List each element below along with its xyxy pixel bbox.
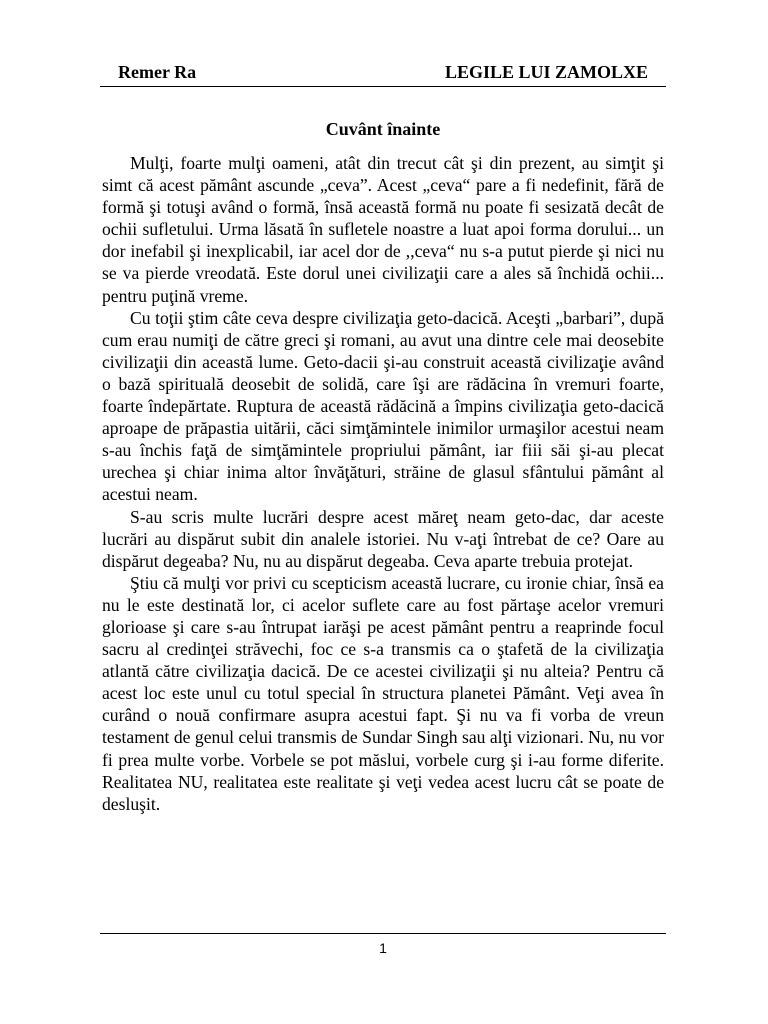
paragraph: Ştiu că mulţi vor privi cu scepticism această lucrare, cu ironie chiar, însă ea nu le este destinată lor, ci acelor suflete care au fost părtaşe acelor vremuri glorioase şi care s-au întrupat iarăşi pe acest pământ pentru a reaprinde focul sacru al credinţei străvechi, foc ce s-a transmis ca o ştafetă de la civilizaţia atlantă către civilizaţia dacică. De ce acestei civilizaţii şi nu alteia? Pentru că acest loc este unul cu totul special în structura planetei Pământ. Veţi avea în curând o nouă confirmare asupra acestui fapt. Şi nu va fi vorba de vreun testament de genul celui transmis de Sundar Singh sau alţi vizionari. Nu, nu vor fi prea multe vorbe. Vorbele se pot măslui, vorbele curg şi i-au forme diferite. Realitatea NU, realitatea este realitate şi veţi vedea acest lucru cât se poate de desluşit. (102, 572, 664, 814)
page-number: 1 (379, 940, 387, 956)
section-title: Cuvânt înainte (325, 119, 441, 139)
body-text (102, 152, 664, 815)
paragraph: S-au scris multe lucrări despre acest măreţ neam geto-dac, dar aceste lucrări au dispărut subit din analele istoriei. Nu v-aţi întrebat de ce? Oare au dispărut degeaba? Nu, nu au dispărut degeaba. Ceva aparte trebuia protejat. (102, 506, 664, 571)
header-author: Remer Ra (118, 62, 197, 82)
paragraph: Cu toţii ştim câte ceva despre civilizaţia geto-dacică. Aceşti „barbari”, după cum erau numiţi de către greci şi romani, au avut una dintre cele mai deosebite civilizaţii din această lume. Geto-dacii şi-au construit această civilizaţie având o bază spirituală deosebit de solidă, care îşi are rădăcina în vremuri foarte, foarte îndepărtate. Ruptura de această rădăcină a împins civilizaţia geto-dacică aproape de prăpastia uitării, căci simţămintele inimilor urmaşilor acestui neam s-au închis faţă de simţămintele propriului pământ, iar fiii săi şi-au plecat urechea şi chiar inima altor învăţături, străine de glasul sfântului pământ al acestui neam. (102, 307, 664, 505)
page-header (100, 60, 666, 87)
header-book-title: LEGILE LUI ZAMOLXE (444, 62, 648, 82)
footer-rule (100, 933, 666, 934)
paragraph: Mulţi, foarte mulţi oameni, atât din trecut cât şi din prezent, au simţit şi simt că acest pământ ascunde „ceva”. Acest „ceva“ pare a fi nedefinit, fără de formă şi totuşi având o formă, însă această formă nu poate fi sesizată decât de ochii sufletului. Urma lăsată în sufletele noastre a luat apoi forma dorului... un dor inefabil şi inexplicabil, iar acel dor de ,,ceva“ nu s-a putut pierde şi nici nu se va pierde vreodată. Este dorul unei civilizaţii care a ales să închidă ochii... pentru puţină vreme. (102, 153, 664, 306)
